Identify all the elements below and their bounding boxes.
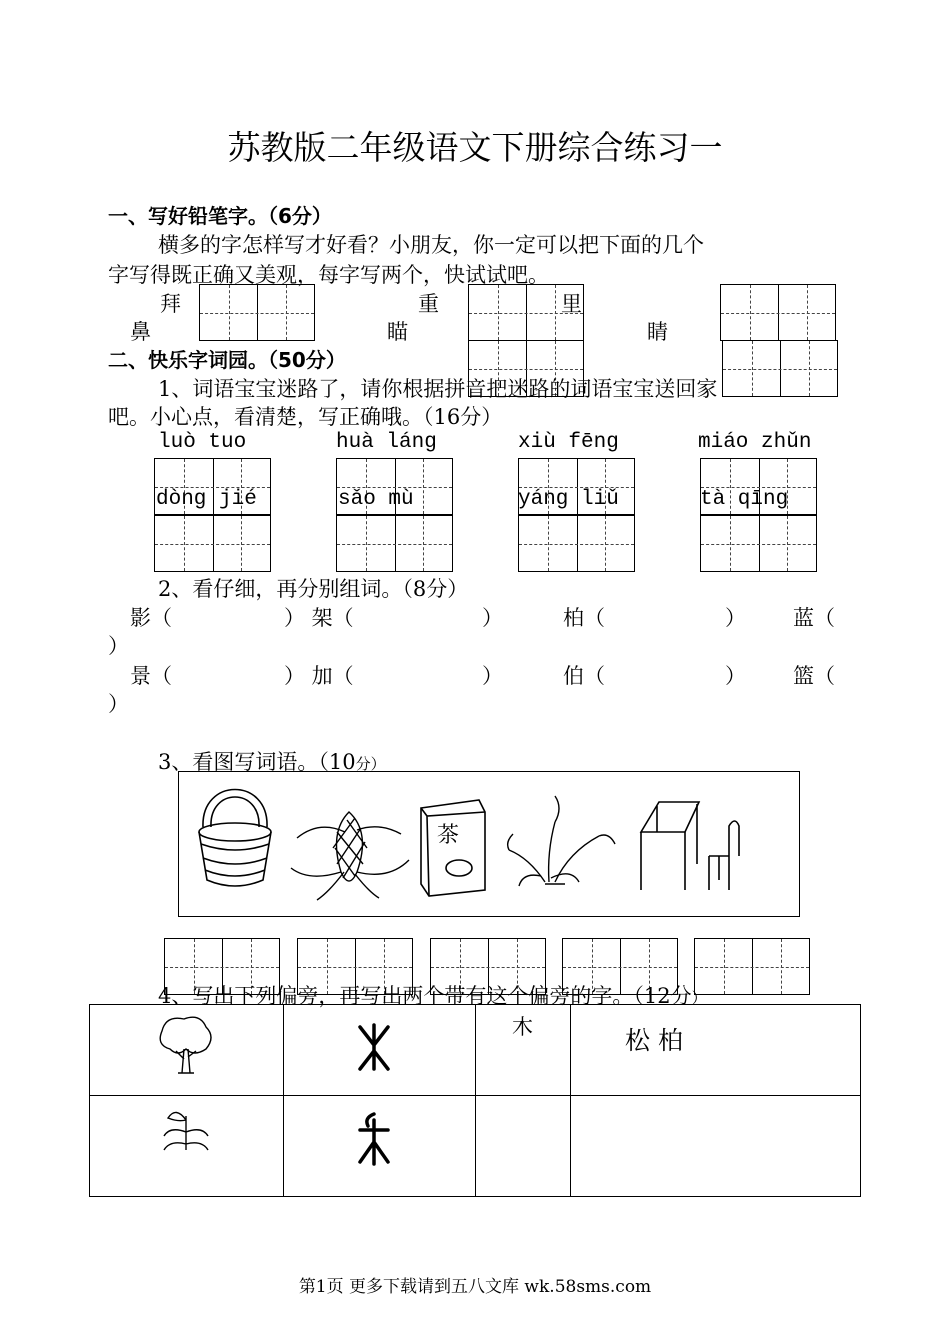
- char-jing: 睛: [647, 320, 668, 344]
- section2-heading: 二、快乐字词园。（50分）: [108, 348, 346, 372]
- q2-bai: 柏（: [563, 606, 605, 630]
- table-row: [90, 1096, 861, 1197]
- q2-paren: ）: [482, 606, 503, 630]
- pinyin-taqing: tà qīng: [700, 488, 789, 511]
- desk-chair-icon: [641, 802, 739, 890]
- example-chars-cell: [571, 1005, 861, 1096]
- char-zhong: 重: [418, 292, 439, 316]
- q2-ying: 影（: [130, 606, 172, 630]
- q2-bo: 伯（: [563, 664, 605, 688]
- writing-grid[interactable]: [694, 938, 810, 995]
- q2-jing: 景（: [130, 664, 172, 688]
- section1-instruction-1: 横多的字怎样写才好看？小朋友，你一定可以把下面的几个: [158, 233, 704, 257]
- char-miao: 瞄: [387, 320, 408, 344]
- section1-heading: 一、写好铅笔字。（6分）: [108, 204, 332, 228]
- q4-heading: 4、写出下列偏旁，再写出两个带有这个偏旁的字。（12分）: [158, 984, 707, 1008]
- writing-grid[interactable]: [154, 515, 271, 572]
- tree-icon: [90, 1005, 280, 1091]
- char-bai: 拜: [160, 292, 181, 316]
- page-title: 苏教版二年级语文下册综合练习一: [227, 128, 723, 167]
- q2-paren: ）: [108, 692, 129, 716]
- q2-paren: ）: [725, 664, 746, 688]
- q3-heading: 3、看图写词语。（10分）: [158, 750, 386, 774]
- writing-grid[interactable]: [336, 515, 453, 572]
- ancient-char-cell: [284, 1005, 476, 1096]
- radical-cell: [476, 1005, 571, 1096]
- pictures: [179, 772, 799, 916]
- seedling-picture-cell: [90, 1096, 284, 1197]
- basket-icon: [199, 790, 271, 887]
- seedling-icon: [90, 1096, 280, 1192]
- pineapple-icon: [291, 812, 409, 900]
- page-footer: 第1页 更多下载请到五八文库 wk.58sms.com: [298, 1277, 652, 1297]
- radical-cell[interactable]: [476, 1096, 571, 1197]
- svg-text:茶: 茶: [437, 823, 460, 848]
- ancient-char-cell: [284, 1096, 476, 1197]
- example-chars-cell[interactable]: [571, 1096, 861, 1197]
- plant-icon: [508, 796, 615, 886]
- writing-grid[interactable]: [468, 284, 584, 341]
- writing-grid[interactable]: [720, 284, 836, 341]
- ancient-he-icon: [284, 1096, 472, 1192]
- q2-paren: ）: [482, 664, 503, 688]
- pinyin-luotuo: luò tuo: [158, 431, 247, 454]
- section1-instruction-2: 字写得既正确又美观，每字写两个，快试试吧。: [108, 263, 549, 287]
- char-li: 里: [561, 292, 582, 316]
- pinyin-miaozhun: miáo zhǔn: [698, 431, 812, 454]
- example-chars: 松 柏: [625, 1026, 683, 1055]
- radical-table: [89, 1004, 861, 1197]
- radical-mu: 木: [512, 1015, 533, 1039]
- q1-instruction-2: 吧。小心点，看清楚，写正确哦。（16分）: [108, 405, 503, 429]
- q2-lan2: 篮（: [793, 664, 835, 688]
- writing-grid[interactable]: [700, 515, 817, 572]
- char-bi: 鼻: [130, 320, 151, 344]
- q2-lan: 蓝（: [793, 606, 835, 630]
- q2-jia: ） 架（: [284, 606, 354, 630]
- pinyin-hualang: huà láng: [336, 431, 437, 454]
- pinyin-dongjie: dòng jié: [156, 488, 257, 511]
- tree-picture-cell: [90, 1005, 284, 1096]
- writing-grid[interactable]: [518, 515, 635, 572]
- writing-grid[interactable]: [199, 284, 315, 341]
- ancient-mu-icon: [284, 1005, 472, 1091]
- q2-jia2: ） 加（: [284, 664, 354, 688]
- pinyin-yangliu: yáng liǔ: [518, 488, 619, 511]
- table-row: [90, 1005, 861, 1096]
- q2-paren: ）: [725, 606, 746, 630]
- writing-grid[interactable]: [722, 340, 838, 397]
- picture-box: [178, 771, 800, 917]
- q2-paren: ）: [108, 634, 129, 658]
- q1-instruction-1: 1、词语宝宝迷路了，请你根据拼音把迷路的词语宝宝送回家: [158, 377, 718, 401]
- q2-heading: 2、看仔细，再分别组词。（8分）: [158, 577, 469, 601]
- pinyin-xiufeng: xiù fēng: [518, 431, 619, 454]
- tea-box-icon: [421, 800, 485, 896]
- pinyin-saomu: sǎo mù: [338, 488, 414, 511]
